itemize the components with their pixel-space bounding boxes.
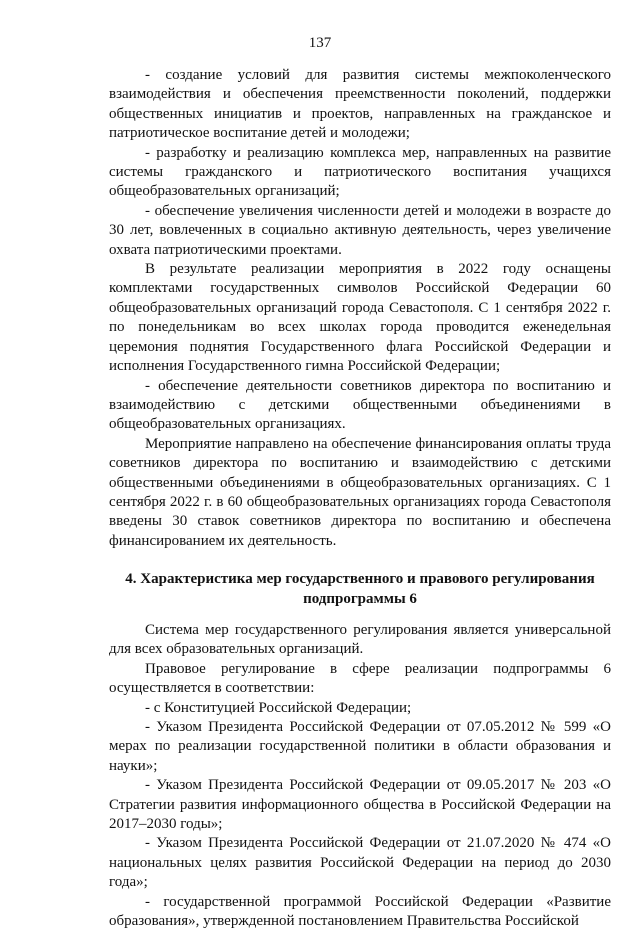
paragraph: Система мер государственного регулирования является универсальной для всех образовательных организаций. [109,621,611,658]
document-body [109,66,611,931]
spacer [109,551,611,570]
page-number: 137 [308,35,332,51]
paragraph: - государственной программой Российской Федерации «Развитие образования», утвержденной постановлением Правительства Российской [109,893,611,930]
paragraph: - Указом Президента Российской Федерации от 07.05.2012 № 599 «О мерах по реализации государственной политики в области образования и науки»; [109,719,611,774]
paragraph: - Указом Президента Российской Федерации от 09.05.2017 № 203 «О Стратегии развития информационного общества в Российской Федерации на 2017–2030 годы»; [109,777,611,833]
paragraph: - с Конституцией Российской Федерации; [145,699,412,716]
paragraph: - создание условий для развития системы межпоколенческого взаимодействия и обеспечения преемственности поколений, поддержки общественных инициатив и проектов, направленных на гражданское и патриотическое воспитание детей и молодежи; [109,67,611,142]
paragraph: - обеспечение увеличения численности детей и молодежи в возрасте до 30 лет, вовлеченных в социально активную деятельность, через увеличение охвата патриотическими проектами. [109,202,611,258]
paragraph: - разработку и реализацию комплекса мер, направленных на развитие системы гражданского и патриотического воспитания учащихся общеобразовательных организаций; [109,144,611,200]
section-heading: 4. Характеристика мер государственного и правового регулирования подпрограммы 6 [125,571,595,607]
paragraph: - Указом Президента Российской Федерации от 21.07.2020 № 474 «О национальных целях развития Российской Федерации на период до 2030 года»; [109,835,611,891]
spacer [109,609,611,621]
paragraph: В результате реализации мероприятия в 2022 году оснащены комплектами государственных символов Российской Федерации 60 общеобразовательных организаций города Севастополя. С 1 сентября 2022 г. по понедельникам во всех школах города проводится еженедельная церемония поднятия Государственного флага Российской Федерации и исполнения Государственного гимна Российской Федерации; [109,261,611,375]
paragraph: Мероприятие направлено на обеспечение финансирования оплаты труда советников директора по воспитанию и взаимодействию с детскими общественными объединениями в общеобразовательных организациях. С 1 сентября 2022 г. в 60 общеобразовательных организациях города Севастополя введены 30 ставок советников директора по воспитанию и обеспечена финансированием их деятельность. [109,435,611,549]
paragraph: - обеспечение деятельности советников директора по воспитанию и взаимодействию с детскими общественными объединениями в общеобразовательных организациях. [109,377,611,433]
paragraph: Правовое регулирование в сфере реализации подпрограммы 6 осуществляется в соответствии: [109,660,611,697]
